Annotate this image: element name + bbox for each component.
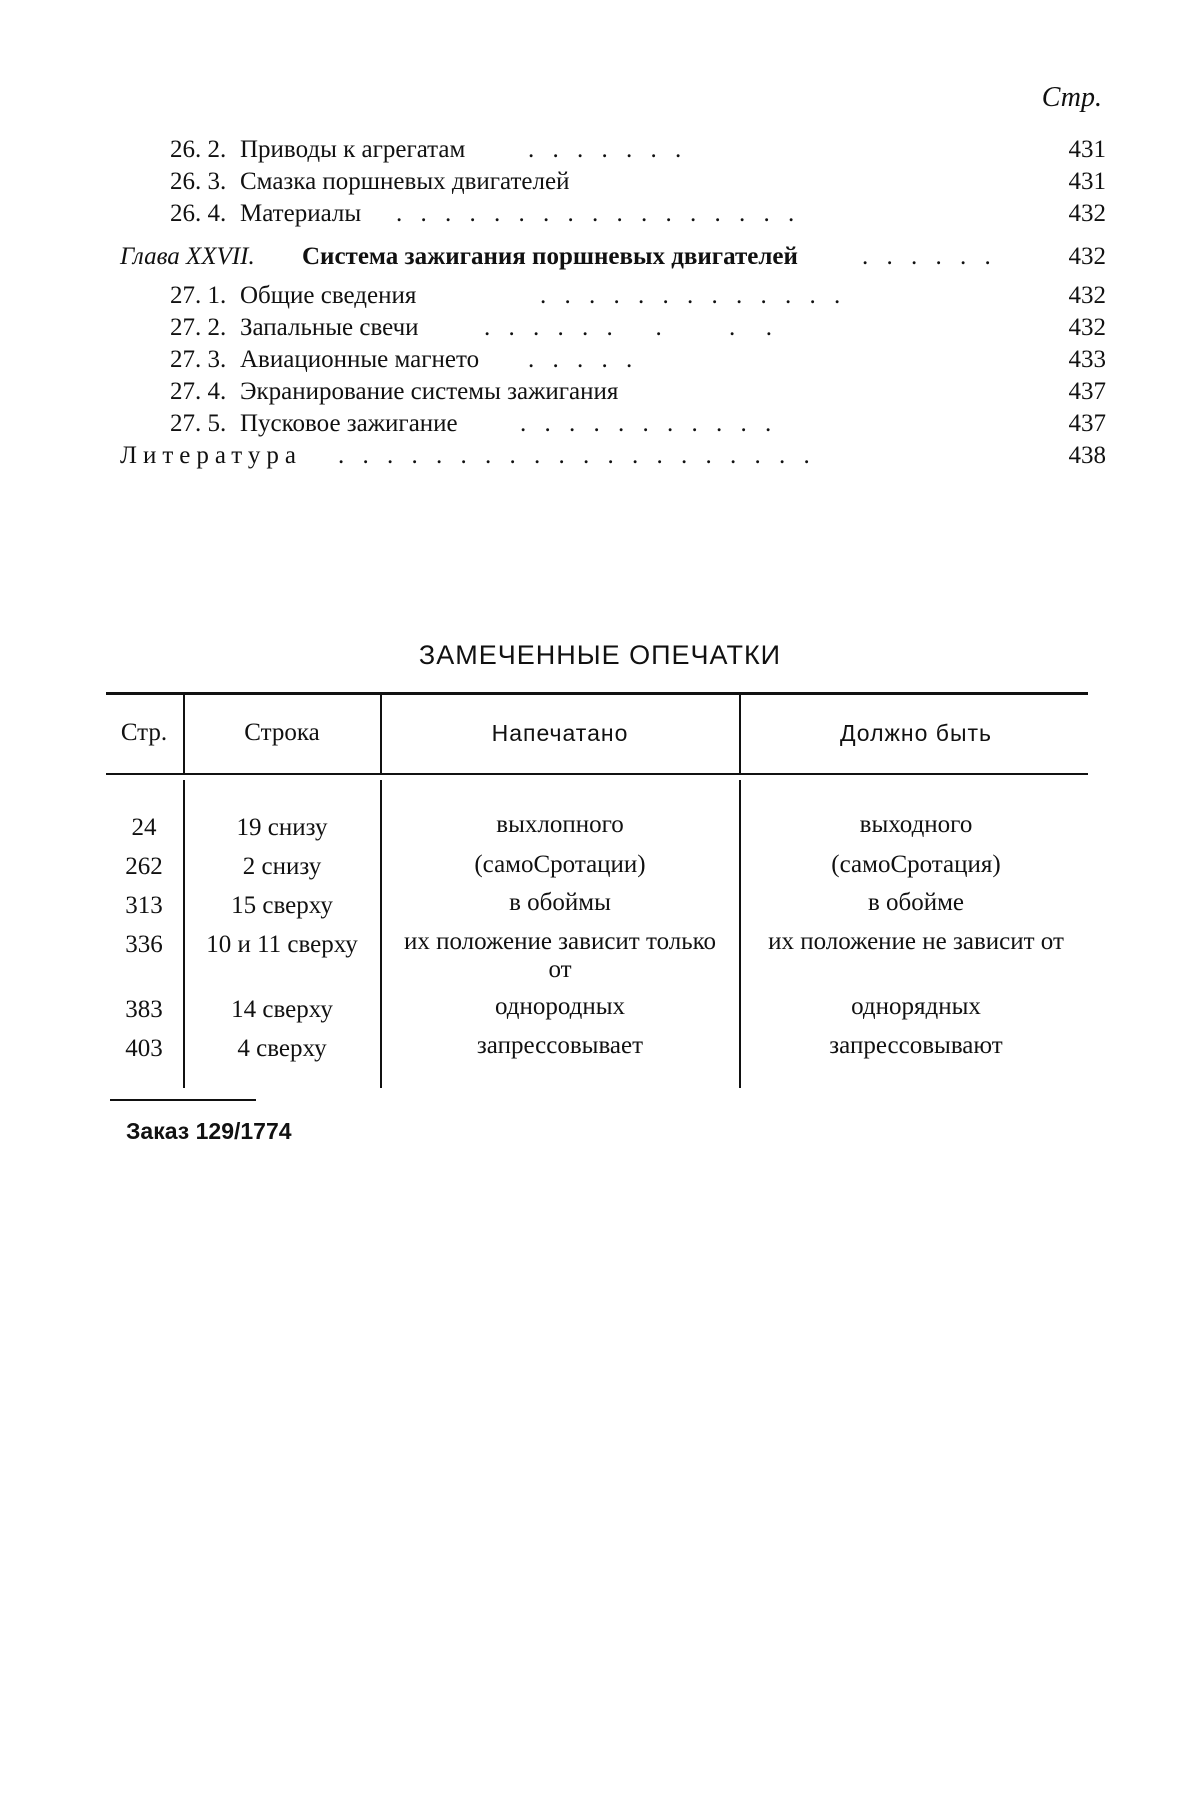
toc-entry-title: Смазка поршневых двигателей (240, 168, 570, 195)
column-header-printed: Напечатано (491, 720, 629, 746)
cell-correct: однорядных (851, 993, 981, 1020)
cell-page: 24 (131, 814, 157, 841)
chapter-label: Глава XXVII. (120, 243, 255, 270)
table-header-rule (106, 773, 1088, 775)
toc-entry (0, 375, 1200, 409)
footer-rule (110, 1099, 256, 1101)
cell-printed: выхлопного (496, 811, 624, 838)
cell-correct: выходного (859, 811, 973, 838)
toc-entry-title: Авиационные магнето (240, 346, 480, 373)
toc-entry-title: Материалы (240, 200, 362, 227)
toc-leader-dots: . . . . . . . . . . . . . . . . . (396, 200, 801, 227)
toc-entry-number: 27. 2. (170, 314, 227, 341)
cell-printed: их положение зависит только от (404, 928, 716, 983)
toc-leader-dots: . . . . . (528, 346, 639, 373)
cell-correct: их положение не зависит от (768, 928, 1064, 955)
toc-entry-page: 438 (1068, 442, 1106, 469)
toc-literature-entry (0, 439, 1200, 473)
toc-entry (0, 133, 1200, 167)
cell-printed: запрессовывает (476, 1032, 644, 1059)
toc-entry-number: 27. 3. (170, 346, 227, 373)
toc-entry-page: 432 (1068, 243, 1106, 270)
cell-line: 2 снизу (242, 853, 322, 880)
cell-line: 10 и 11 сверху (206, 931, 358, 958)
literature-title: Литература (120, 442, 302, 469)
column-header-page: Стр. (120, 719, 168, 746)
toc-entry-page: 431 (1068, 168, 1106, 195)
errata-heading: ЗАМЕЧЕННЫЕ ОПЕЧАТКИ (418, 640, 782, 670)
toc-entry-page: 431 (1068, 136, 1106, 163)
toc-entry-number: 26. 3. (170, 168, 227, 195)
order-number: Заказ 129/1774 (126, 1118, 292, 1144)
cell-line: 15 сверху (231, 892, 333, 919)
toc-entry-number: 27. 5. (170, 410, 227, 437)
toc-entry-title: Пусковое зажигание (240, 410, 458, 437)
cell-correct: в обойме (867, 889, 965, 916)
toc-leader-dots: . . . . . . (862, 243, 997, 270)
toc-entry-page: 432 (1068, 314, 1106, 341)
toc-leader-dots: . . . . . . . . . . . (520, 410, 778, 437)
toc-entry-page: 437 (1068, 410, 1106, 437)
toc-entry-title: Экранирование системы зажигания (240, 378, 619, 405)
toc-entry-page: 432 (1068, 200, 1106, 227)
cell-printed: (самоCротации) (474, 851, 646, 878)
toc-entry-number: 27. 1. (170, 282, 227, 309)
cell-page: 403 (125, 1035, 163, 1062)
toc-entry-page: 432 (1068, 282, 1106, 309)
toc-entry-title: Запальные свечи (240, 314, 419, 341)
toc-entry-number: 27. 4. (170, 378, 227, 405)
cell-correct: запрессовывают (829, 1032, 1003, 1059)
toc-entry-number: 26. 4. (170, 200, 227, 227)
toc-entry-title: Общие сведения (240, 282, 417, 309)
cell-page: 336 (125, 931, 163, 958)
cell-printed: однородных (494, 993, 626, 1020)
toc-leader-dots: . . . . . . . (528, 136, 688, 163)
toc-entry-number: 26. 2. (170, 136, 227, 163)
toc-leader-dots: . . . . . . . . . . . . . (540, 282, 847, 309)
chapter-title: Система зажигания поршневых двигателей (302, 243, 798, 270)
toc-entry (0, 279, 1200, 313)
cell-line: 4 сверху (237, 1035, 327, 1062)
toc-leader-dots: . . . . . . . . . (484, 314, 778, 341)
cell-line: 19 снизу (236, 814, 328, 841)
toc-entry-title: Приводы к агрегатам (240, 136, 466, 163)
cell-page: 383 (125, 996, 163, 1023)
cell-page: 262 (125, 853, 163, 880)
toc-entry (0, 343, 1200, 377)
toc-entry (0, 165, 1200, 199)
toc-entry (0, 311, 1200, 345)
toc-page-column-header: Стр. (1041, 82, 1102, 113)
toc-chapter-entry (0, 240, 1200, 274)
table-top-rule (106, 692, 1088, 695)
column-header-correct: Должно быть (839, 720, 993, 746)
toc-entry-page: 433 (1068, 346, 1106, 373)
column-header-line: Строка (244, 719, 320, 746)
cell-correct: (самоCротация) (831, 851, 1001, 878)
cell-page: 313 (125, 892, 163, 919)
toc-entry (0, 407, 1200, 441)
toc-entry (0, 197, 1200, 231)
cell-printed: в обоймы (509, 889, 611, 916)
toc-entry-page: 437 (1068, 378, 1106, 405)
toc-leader-dots: . . . . . . . . . . . . . . . . . . . . (338, 442, 816, 469)
cell-line: 14 сверху (231, 996, 333, 1023)
